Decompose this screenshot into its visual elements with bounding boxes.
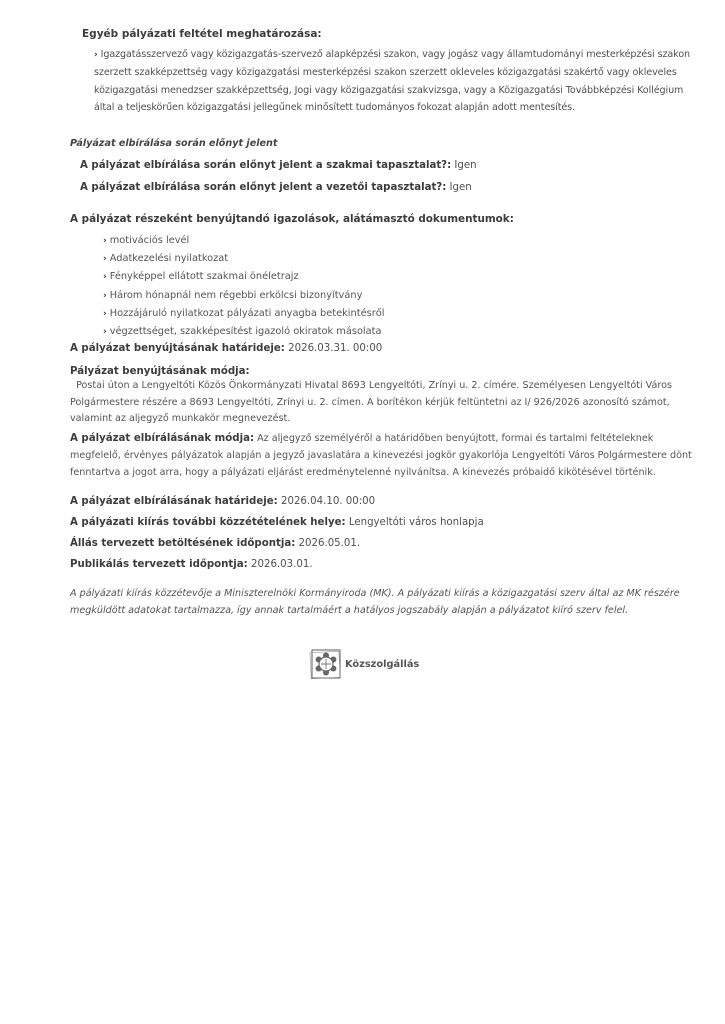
list-item bbox=[103, 232, 384, 250]
list-item bbox=[103, 305, 384, 323]
evaluation-mode-label: A pályázat elbírálásának módja: bbox=[70, 433, 255, 444]
chevron-right-icon: › bbox=[103, 254, 107, 265]
evaluation-deadline-label: A pályázat elbírálásának határideje: bbox=[70, 496, 278, 507]
chevron-right-icon: › bbox=[103, 327, 107, 338]
advantages-title: Pályázat elbírálása során előnyt jelent bbox=[70, 138, 278, 149]
list-item-text: motivációs levél bbox=[109, 235, 190, 246]
evaluation-mode-value: Az aljegyző személyéről a határidőben benyújtott, formai és tartalmi feltételeknek megfelelő, érvényes pályázatok alapján a jegyző javaslatára a kinevezési jogkör gyakorlója Lengyeltóti Város Polgármestere dönt fenntartva a jogot arra, hogy a pályázati eljárást eredménytelenné nyilvánítsa. A kinevezés próbaidő kikötésével történik. bbox=[70, 433, 692, 478]
chevron-right-icon: › bbox=[103, 272, 107, 283]
kozszolgalat-logo bbox=[309, 647, 419, 681]
fill-date-value: 2026.05.01. bbox=[298, 538, 361, 549]
publication-date-label: Publikálás tervezett időpontja: bbox=[70, 559, 248, 570]
list-item-text: Három hónapnál nem régebbi erkölcsi bizonyítvány bbox=[109, 289, 363, 301]
list-item bbox=[103, 323, 384, 341]
chevron-right-icon: › bbox=[103, 308, 107, 319]
footer-note: A pályázati kiírás közzétevője a Miniszterelnöki Kormányiroda (MK). A pályázati kiírás a közigazgatási szerv által az MK részére megküldött adatokat tartalmazza, így annak tartalmáért a hatályos jogszabály alapján a pályázatot kiíró szerv felel. bbox=[70, 588, 680, 617]
publish-place bbox=[70, 517, 484, 528]
documents-title: A pályázat részeként benyújtandó igazolások, alátámasztó dokumentumok: bbox=[70, 213, 514, 225]
submission-mode-body bbox=[70, 378, 685, 428]
chevron-right-icon: › bbox=[94, 50, 98, 60]
advantage-label: A pályázat elbírálása során előnyt jelent a vezetői tapasztalat?: bbox=[80, 182, 447, 193]
advantage-value: Igen bbox=[454, 160, 477, 171]
advantage-label: A pályázat elbírálása során előnyt jelent a szakmai tapasztalat?: bbox=[80, 160, 452, 171]
advantage-row-management bbox=[80, 182, 472, 193]
list-item-text: Hozzájáruló nyilatkozat pályázati anyagba betekintésről bbox=[109, 307, 385, 319]
publish-place-label: A pályázati kiírás további közzétételének helye: bbox=[70, 517, 346, 528]
documents-list bbox=[103, 232, 384, 341]
publish-place-value: Lengyeltóti város honlapja bbox=[348, 517, 484, 528]
advantage-value: Igen bbox=[449, 182, 472, 193]
list-item bbox=[103, 268, 384, 286]
submission-deadline-label: A pályázat benyújtásának határideje: bbox=[70, 343, 285, 354]
chevron-right-icon: › bbox=[103, 236, 107, 246]
submission-mode-title: Pályázat benyújtásának módja: bbox=[70, 366, 250, 377]
list-item-text: Fényképpel ellátott szakmai önéletrajz bbox=[109, 271, 299, 283]
list-item bbox=[103, 287, 384, 305]
evaluation-mode bbox=[70, 430, 700, 481]
list-item-text: végzettséget, szakképesítést igazoló okiratok másolata bbox=[109, 326, 382, 338]
submission-deadline bbox=[70, 343, 382, 354]
evaluation-deadline-value: 2026.04.10. 00:00 bbox=[280, 496, 376, 507]
list-item-text: Adatkezelési nyilatkozat bbox=[109, 253, 229, 265]
submission-mode-text: Postai úton a Lengyeltóti Közös Önkormányzati Hivatal 8693 Lengyeltóti, Zrínyi u. 2. címére. Személyesen Lengyeltóti Város Polgármestere részére a 8693 Lengyeltóti, Zrínyi u. 2. címen. A borítékon kérjük feltüntetni az I/ 926/2026 azonosító számot, valamint az aljegyző munkakör megnevezést. bbox=[70, 380, 672, 425]
list-item bbox=[103, 250, 384, 268]
other-conditions-title: Egyéb pályázati feltétel meghatározása: bbox=[82, 28, 322, 40]
fill-date-label: Állás tervezett betöltésének időpontja: bbox=[70, 538, 296, 549]
submission-deadline-value: 2026.03.31. 00:00 bbox=[288, 343, 383, 354]
kozszolgalat-emblem-icon bbox=[309, 647, 343, 681]
chevron-right-icon: › bbox=[103, 290, 107, 301]
advantage-row-professional bbox=[80, 160, 477, 171]
publication-date bbox=[70, 559, 313, 570]
fill-date bbox=[70, 538, 360, 549]
other-conditions-text: Igazgatásszervező vagy közigazgatás-szervező alapképzési szakon, vagy jogász vagy államtudományi mesterképzési szakon szerzett szakképzettség vagy közigazgatási mesterképzési szakon szerzett okleveles közigazgatási szakértő vagy okleveles közigazgatási menedzser szakképzettség, Jogi vagy közigazgatási szakvizsga, vagy a Közigazgatási Továbbképzési Kollégium által a teljeskörűen közigazgatási jellegűnek minősített tudományos fokozat alapján adott mentesítés. bbox=[94, 49, 691, 114]
logo-text: Közszolgállás bbox=[345, 658, 420, 670]
evaluation-deadline bbox=[70, 496, 375, 507]
publication-date-value: 2026.03.01. bbox=[251, 559, 313, 570]
other-conditions-body bbox=[94, 46, 704, 117]
